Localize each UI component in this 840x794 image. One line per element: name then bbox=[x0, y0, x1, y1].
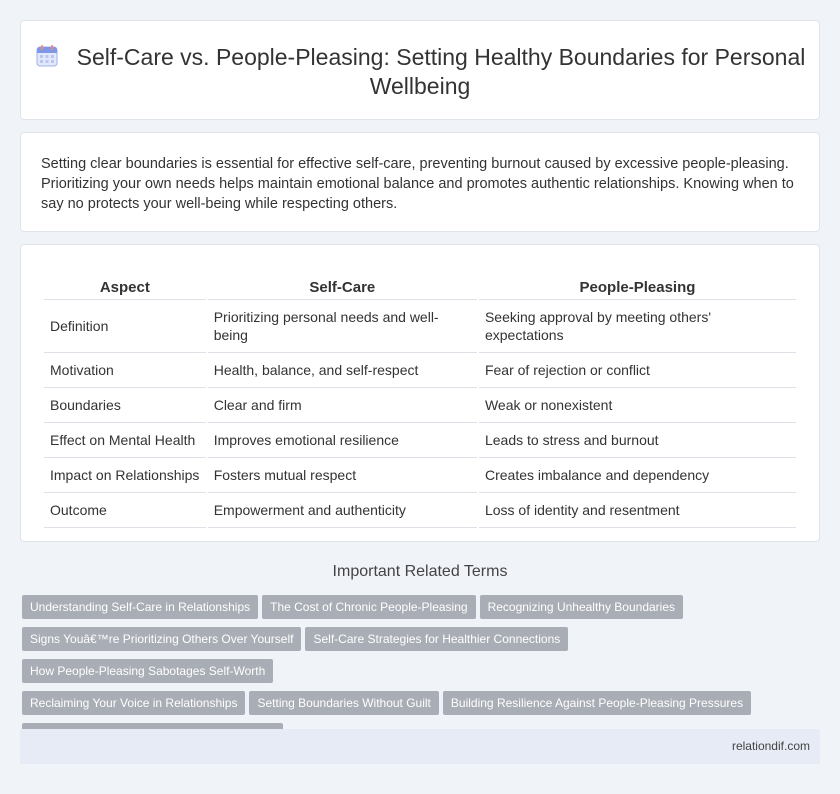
people-pleasing-cell: Seeking approval by meeting others' expectations bbox=[479, 300, 796, 353]
intro-card bbox=[20, 132, 820, 232]
page-title-text: Self-Care vs. People-Pleasing: Setting Healthy Boundaries for Personal Wellbeing bbox=[76, 44, 806, 99]
related-tag[interactable]: Building Resilience Against People-Pleasing Pressures bbox=[443, 691, 751, 715]
related-terms-title: Important Related Terms bbox=[332, 563, 508, 580]
people-pleasing-cell: Creates imbalance and dependency bbox=[479, 458, 796, 493]
self-care-cell: Empowerment and authenticity bbox=[208, 493, 477, 528]
comparison-card bbox=[20, 244, 820, 542]
footer bbox=[20, 729, 820, 764]
self-care-cell: Prioritizing personal needs and well-being bbox=[208, 300, 477, 353]
aspect-cell: Impact on Relationships bbox=[44, 458, 206, 493]
aspect-cell: Outcome bbox=[44, 493, 206, 528]
calendar-icon bbox=[35, 44, 59, 68]
related-tag[interactable]: Understanding Self-Care in Relationships bbox=[22, 595, 258, 619]
header-people-pleasing: People-Pleasing bbox=[479, 275, 796, 300]
footer-site-link[interactable]: relationdif.com bbox=[731, 739, 810, 753]
related-tag[interactable]: The Cost of Chronic People-Pleasing bbox=[262, 595, 475, 619]
page-title bbox=[21, 43, 819, 101]
table-header-row bbox=[44, 275, 796, 300]
related-tag[interactable]: Setting Boundaries Without Guilt bbox=[249, 691, 438, 715]
related-tag[interactable]: How People-Pleasing Sabotages Self-Worth bbox=[22, 659, 273, 683]
related-tag[interactable]: Signs Youâ€™re Prioritizing Others Over Yourself bbox=[22, 627, 301, 651]
people-pleasing-cell: Weak or nonexistent bbox=[479, 388, 796, 423]
table-row bbox=[44, 300, 796, 353]
table-row bbox=[44, 493, 796, 528]
people-pleasing-cell: Fear of rejection or conflict bbox=[479, 353, 796, 388]
aspect-cell: Boundaries bbox=[44, 388, 206, 423]
table-row bbox=[44, 458, 796, 493]
self-care-cell: Clear and firm bbox=[208, 388, 477, 423]
intro-text: Setting clear boundaries is essential for effective self-care, preventing burnout caused by excessive people-pleasing. Prioritizing your own needs helps maintain emotional balance and promotes authentic relationships. Knowing when to say no protects your well-being while respecting others. bbox=[41, 156, 794, 212]
table-row bbox=[44, 353, 796, 388]
header-aspect: Aspect bbox=[44, 275, 206, 300]
title-card bbox=[20, 20, 820, 120]
related-tag[interactable]: Reclaiming Your Voice in Relationships bbox=[22, 691, 245, 715]
aspect-cell: Effect on Mental Health bbox=[44, 423, 206, 458]
header-self-care: Self-Care bbox=[208, 275, 477, 300]
people-pleasing-cell: Loss of identity and resentment bbox=[479, 493, 796, 528]
table-row bbox=[44, 388, 796, 423]
comparison-table bbox=[42, 275, 798, 528]
aspect-cell: Motivation bbox=[44, 353, 206, 388]
aspect-cell: Definition bbox=[44, 300, 206, 353]
related-tag[interactable]: Self-Care Strategies for Healthier Connections bbox=[305, 627, 568, 651]
self-care-cell: Fosters mutual respect bbox=[208, 458, 477, 493]
table-row bbox=[44, 423, 796, 458]
people-pleasing-cell: Leads to stress and burnout bbox=[479, 423, 796, 458]
self-care-cell: Health, balance, and self-respect bbox=[208, 353, 477, 388]
related-tag[interactable]: Recognizing Unhealthy Boundaries bbox=[480, 595, 683, 619]
title-wrap bbox=[21, 43, 819, 101]
self-care-cell: Improves emotional resilience bbox=[208, 423, 477, 458]
